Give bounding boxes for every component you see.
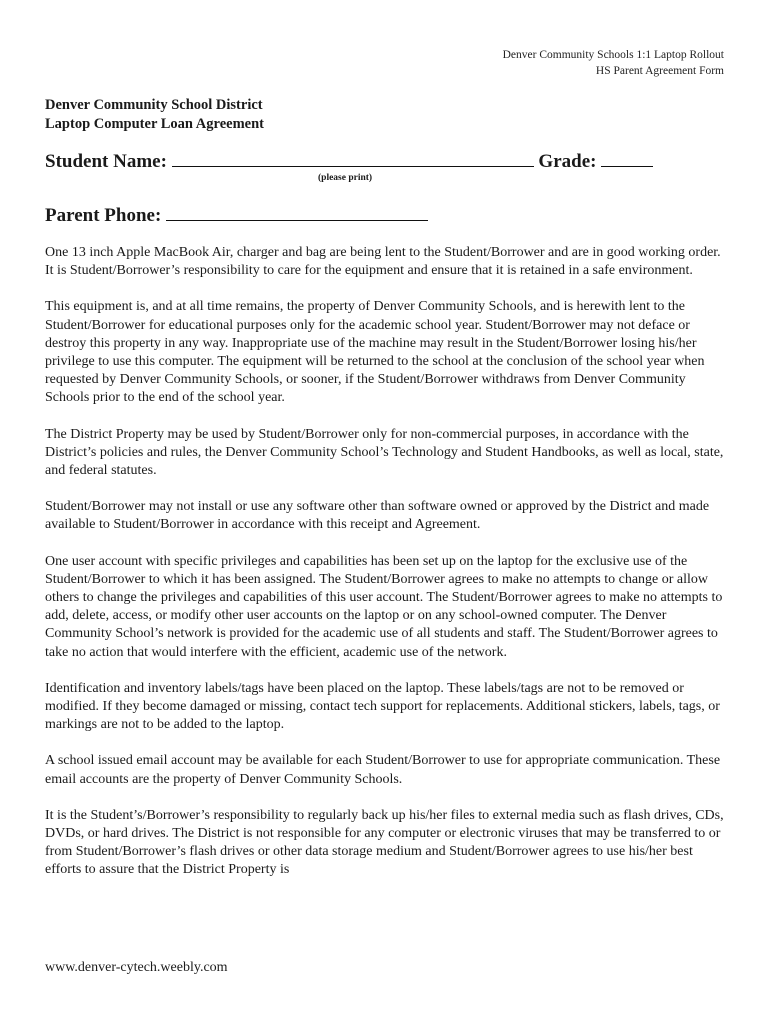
district-name: Denver Community School District xyxy=(45,97,263,113)
please-print-hint: (please print) xyxy=(318,173,373,183)
footer-url: www.denver-cytech.weebly.com xyxy=(45,960,228,975)
header-line-1: Denver Community Schools 1:1 Laptop Rollout xyxy=(502,49,724,61)
parent-phone-label: Parent Phone: xyxy=(45,205,162,226)
paragraph-ownership: This equipment is, and at all time remains, the property of Denver Community Schools, and is herewith lent to the Student/Borrower for educational purposes only for the academic school year. Student/Borrower may not deface or destroy this property in any way. Inappropriate use of the machine may result in the Student/Borrower losing his/her privilege to use this computer. The equipment will be returned to the school at the conclusion of the school year when requested by Denver Community Schools, or sooner, if the Student/Borrower withdraws from Denver Community Schools prior to the end of the school year. xyxy=(45,299,705,406)
parent-phone-row xyxy=(45,204,428,227)
header-line-2: HS Parent Agreement Form xyxy=(595,65,724,77)
agreement-name: Laptop Computer Loan Agreement xyxy=(45,116,264,132)
parent-phone-blank[interactable] xyxy=(166,204,428,221)
paragraph-email: A school issued email account may be available for each Student/Borrower to use for appropriate communication. These email accounts are the property of Denver Community Schools. xyxy=(45,753,721,787)
student-name-row xyxy=(45,150,653,173)
paragraph-usage: The District Property may be used by Student/Borrower only for non-commercial purposes, in accordance with the District’s policies and rules, the Denver Community School’s Technology and Student Handbooks, as well as local, state, and federal statutes. xyxy=(45,426,724,479)
student-name-label: Student Name: xyxy=(45,151,167,172)
agreement-body xyxy=(45,244,725,898)
document-title xyxy=(45,96,264,134)
grade-blank[interactable] xyxy=(601,150,653,167)
student-name-blank[interactable] xyxy=(172,150,534,167)
paragraph-software: Student/Borrower may not install or use any software other than software owned or approved by the District and made available to Student/Borrower in accordance with this receipt and Agreement. xyxy=(45,499,710,533)
grade-label: Grade: xyxy=(538,151,597,172)
paragraph-user-account: One user account with specific privileges and capabilities has been set up on the laptop for the exclusive use of the Student/Borrower to which it has been assigned. The Student/Borrower agrees to make no attempts to change or allow others to change the privileges and capabilities of this user account. The Student/Borrower agrees to make no attempts to add, delete, access, or modify other user accounts on the laptop or on any school-owned computer. The Denver Community School’s network is provided for the academic use of all students and staff. The Student/Borrower agrees to take no action that would interfere with the efficient, academic use of the network. xyxy=(45,553,723,660)
paragraph-labels: Identification and inventory labels/tags have been placed on the laptop. These labels/tags are not to be removed or modified. If they become damaged or missing, contact tech support for replacements. Additional stickers, labels, tags, or markings are not to be added to the laptop. xyxy=(45,680,720,733)
paragraph-equipment: One 13 inch Apple MacBook Air, charger and bag are being lent to the Student/Borrower and are in good working order. It is Student/Borrower’s responsibility to care for the equipment and ensure that it is retained in a safe environment. xyxy=(45,245,721,279)
paragraph-backup: It is the Student’s/Borrower’s responsibility to regularly back up his/her files to external media such as flash drives, CDs, DVDs, or hard drives. The District is not responsible for any computer or electronic viruses that may be transferred to or from Student/Borrower’s flash drives or other data storage medium and Student/Borrower agrees to use his/her best efforts to assure that the District Property is xyxy=(45,807,724,878)
running-header xyxy=(503,47,724,79)
